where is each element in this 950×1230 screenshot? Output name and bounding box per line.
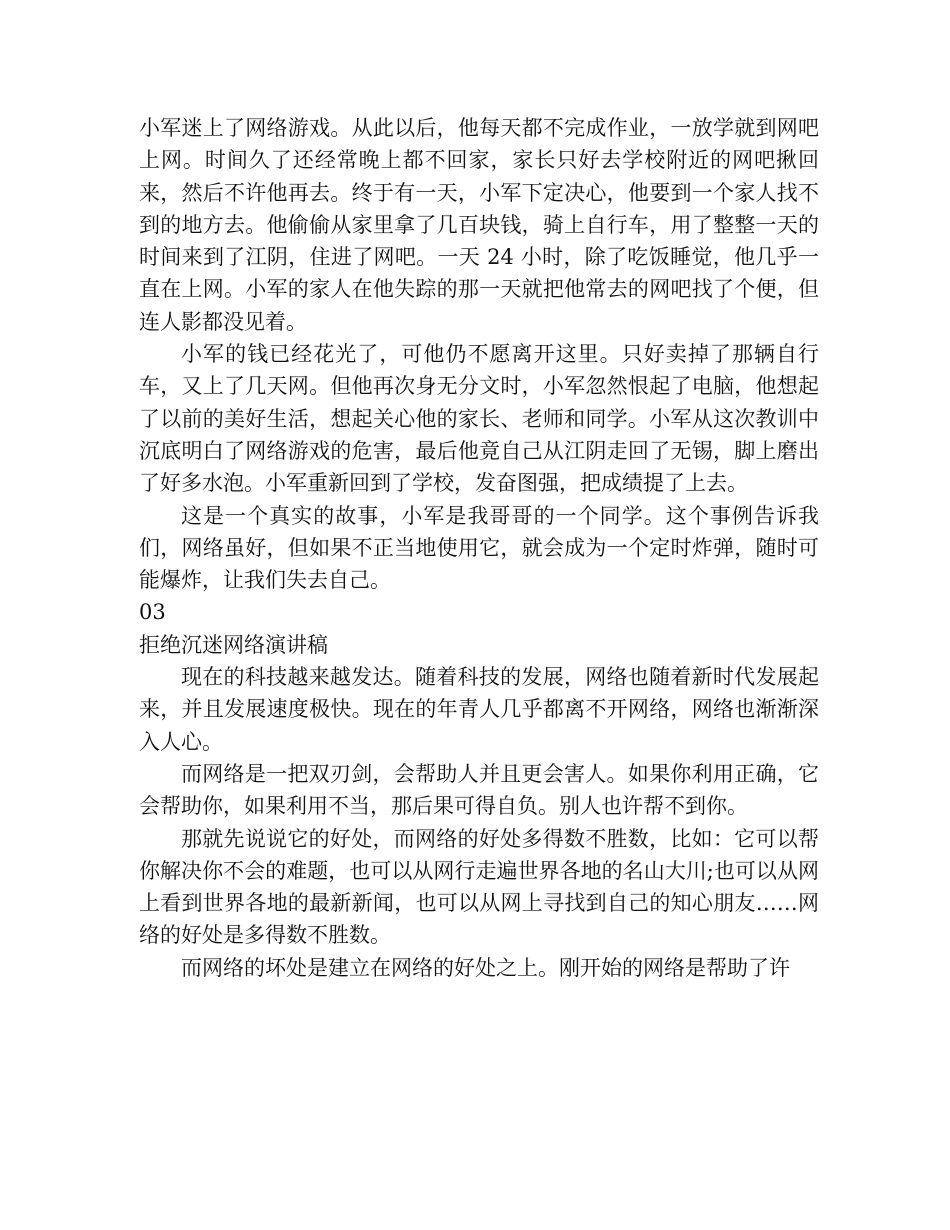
- paragraph-double-edged-sword: 而网络是一把双刃剑，会帮助人并且更会害人。如果你利用正确，它会帮助你，如果利用不当，那后果可得自负。别人也许帮不到你。: [139, 761, 819, 819]
- section-title: 拒绝沉迷网络演讲稿: [139, 632, 328, 657]
- paragraph-internet-harms: 而网络的坏处是建立在网络的好处之上。刚开始的网络是帮助了许: [181, 955, 790, 980]
- paragraph-money-spent: 小军的钱已经花光了，可他仍不愿离开这里。只好卖掉了那辆自行车，又上了几天网。但他再次身无分文时，小军忽然恨起了电脑，他想起了以前的美好生活，想起关心他的家长、老师和同学。小军从这次教训中沉底明白了网络游戏的危害，最后他竟自己从江阴走回了无锡，脚上磨出了好多水泡。小军重新回到了学校，发奋图强，把成绩提了上去。: [139, 342, 819, 496]
- document-body: [139, 112, 819, 984]
- paragraph-story-moral: 这是一个真实的故事，小军是我哥哥的一个同学。这个事例告诉我们，网络虽好，但如果不正当地使用它，就会成为一个定时炸弹，随时可能爆炸，让我们失去自己。: [139, 503, 819, 593]
- paragraph-story-start: 小军迷上了网络游戏。从此以后，他每天都不完成作业，一放学就到网吧上网。时间久了还经常晚上都不回家，家长只好去学校附近的网吧揪回来，然后不许他再去。终于有一天，小军下定决心，他要到一个家人找不到的地方去。他偷偷从家里拿了几百块钱，骑上自行车，用了整整一天的时间来到了江阴，住进了网吧。一天 24 小时，除了吃饭睡觉，他几乎一直在上网。小军的家人在他失踪的那一天就把他常去的网吧找了个便，但连人影都没见着。: [139, 116, 819, 334]
- section-number: 03: [139, 600, 166, 625]
- paragraph-internet-benefits: 那就先说说它的好处，而网络的好处多得数不胜数，比如：它可以帮你解决你不会的难题，也可以从网行走遍世界各地的名山大川;也可以从网上看到世界各地的最新新闻，也可以从网上寻找到自己的知心朋友……网络的好处是多得数不胜数。: [139, 826, 819, 948]
- paragraph-tech-development: 现在的科技越来越发达。随着科技的发展，网络也随着新时代发展起来，并且发展速度极快。现在的年青人几乎都离不开网络，网络也渐渐深入人心。: [139, 665, 819, 754]
